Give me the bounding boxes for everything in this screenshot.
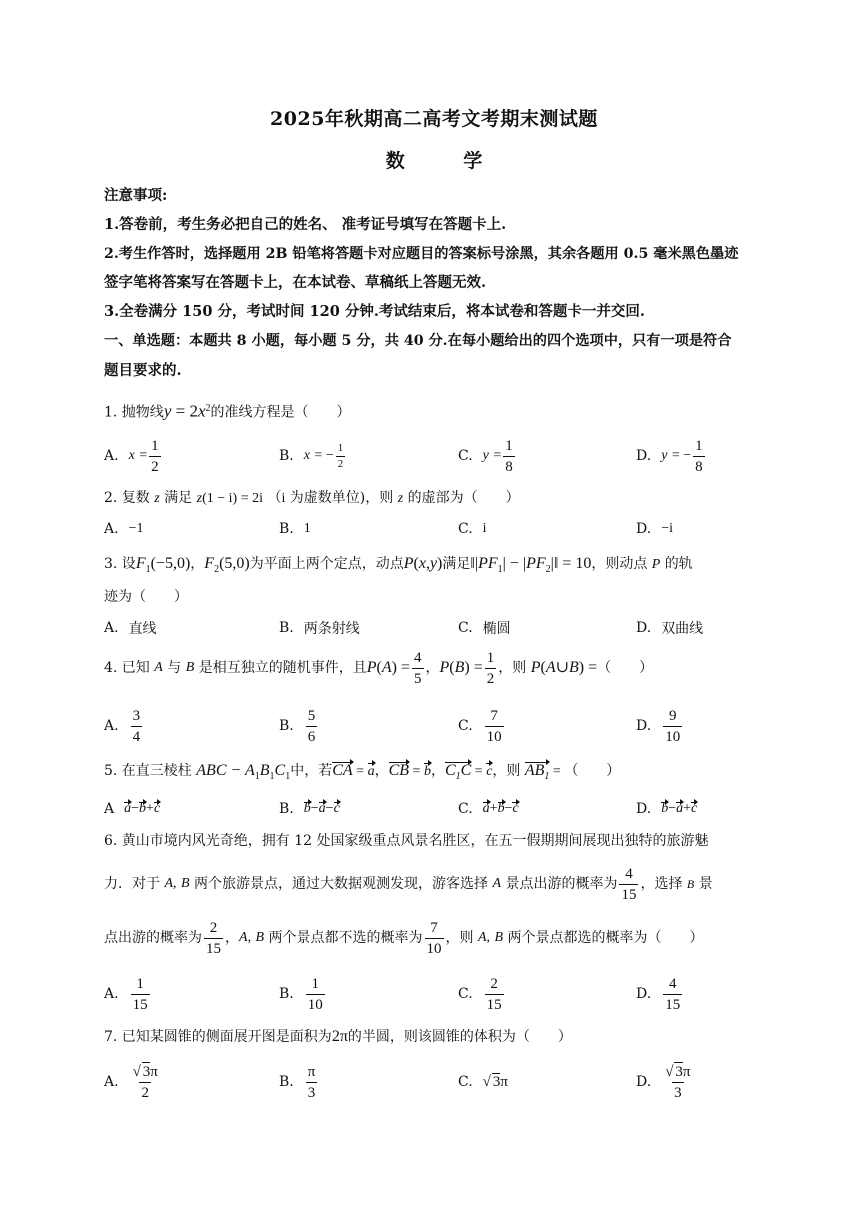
- q4-option-a[interactable]: A. $\frac{3}{4}$: [104, 707, 141, 745]
- exam-title: 2025年秋期高二高考文考期末测试题: [270, 108, 598, 130]
- question-1-suffix: 的准线方程是（ ）: [210, 404, 351, 421]
- q7-option-d[interactable]: D. $\frac{√ 3\pi}{3}$: [636, 1064, 691, 1101]
- q4-option-b[interactable]: B. $\frac{5}{6}$: [279, 707, 316, 745]
- q3-option-d[interactable]: D. 双曲线: [636, 620, 704, 637]
- question-1-formula: y: [163, 401, 172, 421]
- q5-option-a[interactable]: A a − b + c: [104, 801, 161, 817]
- q2-option-a[interactable]: A. −1: [104, 521, 144, 537]
- q6-option-d[interactable]: D. $\frac{4}{15}$: [636, 975, 681, 1013]
- q5-option-d[interactable]: D. b − a + c: [636, 801, 698, 817]
- q2-option-d[interactable]: D. −i: [636, 521, 673, 537]
- q1-option-a[interactable]: A. x = $\frac{1}{2}$: [104, 437, 159, 475]
- q5-option-b[interactable]: B. b − a − c: [279, 801, 340, 817]
- q2-option-b[interactable]: B. 1: [279, 521, 311, 537]
- notice-item-3: 3.全卷满分 150 分，考试时间 120 分钟.考试结束后，将本试卷和答题卡一并交回.: [104, 303, 645, 320]
- q4-option-c[interactable]: C. $\frac{7}{10}$: [458, 707, 502, 745]
- exam-subject: 数 学: [385, 150, 509, 172]
- question-2-options: [104, 518, 768, 540]
- q7-option-b[interactable]: B. $\frac{\pi}{3}$: [279, 1063, 316, 1101]
- section-1-line-2: 题目要求的.: [104, 362, 182, 379]
- question-7: 7. 已知某圆锥的侧面展开图是面积为2π的半圆，则该圆锥的体积为（ ）: [104, 1028, 572, 1045]
- question-6-line-2: 力．对于 A , B 两个旅游景点，通过大数据观测发现，游客选择 A 景点出游的概率为 $\frac{4}{15}$ ，选择 B 景: [104, 865, 713, 903]
- question-4: 4. 已知 A 与 B 是相互独立的随机事件，且 P ( A ) = $\frac{4}{5}$ ， P ( B ) = $\frac{1}{2}$ ，则 P ( A ∪ B ) = （ ）: [104, 649, 654, 687]
- q7-option-c[interactable]: C. √ 3π: [458, 1074, 508, 1090]
- question-6-line-1: 6. 黄山市境内风光奇绝，拥有 12 处国家级重点风景名胜区，在五一假期期间展现出独特的旅游魅: [104, 833, 709, 849]
- q6-option-b[interactable]: B. $\frac{1}{10}$: [279, 975, 323, 1013]
- notice-heading: 注意事项:: [104, 187, 168, 204]
- question-5: 5. 在直三棱柱 ABC − $A_1B_1C_1$中，若CA = a，CB = b，$C_1C = c$，则 $AB_1$ = （ ）: [104, 761, 768, 787]
- q1-option-d[interactable]: D. y = − $\frac{1}{8}$: [636, 437, 703, 475]
- q5-option-c[interactable]: C. a + b − c: [458, 801, 519, 817]
- question-7-options: [104, 1060, 768, 1104]
- question-6-line-3: 点出游的概率为 $\frac{2}{15}$ ， A , B 两个景点都不选的概率为 $\frac{7}{10}$ ，则 A , B 两个景点都选的概率为（ ）: [104, 919, 704, 957]
- q3-option-a[interactable]: A. 直线: [104, 620, 157, 637]
- question-5-options: [104, 798, 768, 820]
- notice-item-2-line-1: 2.考生作答时，选择题用 2B 铅笔将答题卡对应题目的答案标号涂黑，其余各题用 0.5 毫米黑色墨迹: [104, 246, 739, 262]
- q7-option-a[interactable]: A. $\frac{√ 3\pi}{2}$: [104, 1064, 158, 1101]
- q6-option-a[interactable]: A. $\frac{1}{15}$: [104, 975, 148, 1013]
- notice-item-2-line-2: 签字笔将答案写在答题卡上，在本试卷、草稿纸上答题无效.: [104, 274, 487, 291]
- q4-option-d[interactable]: D. $\frac{9}{10}$: [636, 707, 681, 745]
- section-1-line-1: 一、单选题：本题共 8 小题，每小题 5 分，共 40 分.在每小题给出的四个选项中，只有一项是符合: [104, 333, 732, 349]
- q6-option-c[interactable]: C. $\frac{2}{15}$: [458, 975, 502, 1013]
- question-4-options: [104, 704, 768, 748]
- notice-item-1: 1.答卷前，考生务必把自己的姓名、 准考证号填写在答题卡上.: [104, 216, 507, 233]
- q1-option-c[interactable]: C. y = $\frac{1}{8}$: [458, 437, 513, 475]
- question-1: 1. 抛物线$y = 2x^2$的准线方程是（ ）: [104, 401, 351, 421]
- q3-option-b[interactable]: B. 两条射线: [279, 620, 360, 637]
- q1-option-b[interactable]: B. x = − $\frac{1}{2}$: [279, 441, 344, 470]
- q3-option-c[interactable]: C. 椭圆: [458, 620, 511, 637]
- q2-option-c[interactable]: C. i: [458, 521, 487, 537]
- question-3-options: [104, 617, 768, 639]
- question-1-prefix: 1. 抛物线: [104, 404, 164, 421]
- question-3-line-2: 迹为（ ）: [104, 589, 188, 605]
- question-1-options: [104, 434, 768, 478]
- question-6-options: [104, 972, 768, 1016]
- question-2: 2. 复数 z 满足 z(1 − i) = 2i （i 为虚数单位)，则 z 的虚部为（ ）: [104, 490, 520, 506]
- question-3: 3. 设$F_1(-5,0)$，$F_2(5,0)$为平面上两个定点，动点P(x,y)满足$‖|PF_1|$ − $|PF_2|‖ = 10$，则动点 P 的轨: [104, 555, 693, 575]
